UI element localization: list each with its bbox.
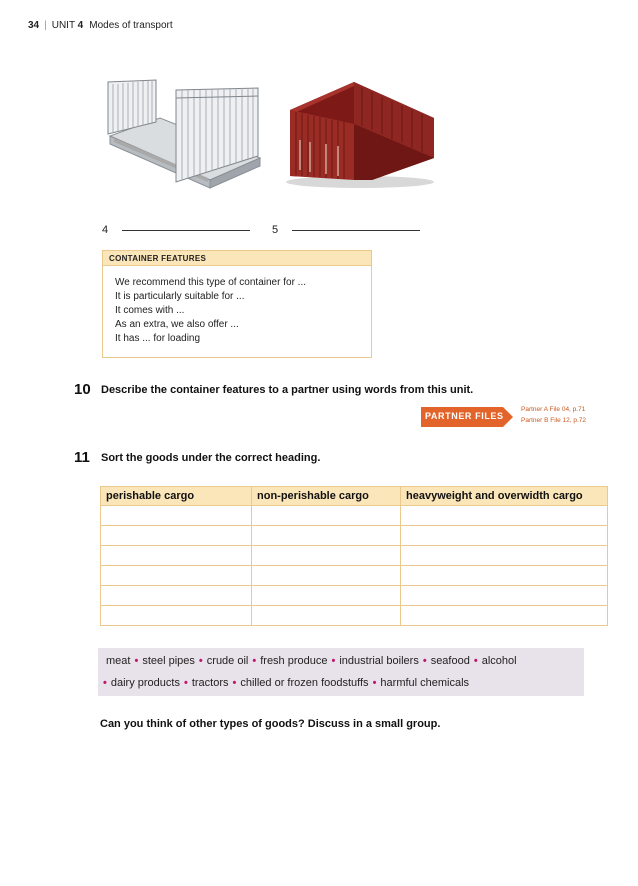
unit-title: Modes of transport	[89, 20, 173, 31]
answer-blank-4: 4	[102, 224, 250, 236]
bullet-icon: •	[232, 677, 237, 689]
page-header	[28, 20, 173, 31]
table-row	[101, 566, 608, 586]
box-container-image	[282, 80, 438, 190]
word-box-line-1	[106, 655, 517, 667]
bullet-icon: •	[183, 677, 188, 689]
table-cell[interactable]	[252, 546, 401, 566]
exercise-10-instruction: Describe the container features to a partner using words from this unit.	[101, 384, 474, 396]
column-header-perishable: perishable cargo	[101, 487, 252, 506]
flat-rack-container-image	[100, 78, 266, 196]
table-cell[interactable]	[401, 506, 608, 526]
sorting-table	[100, 486, 608, 626]
table-row	[101, 506, 608, 526]
exercise-11-number: 11	[74, 449, 90, 466]
bullet-icon: •	[198, 655, 203, 667]
word-item: alcohol	[481, 655, 517, 667]
answer-blank-5: 5	[272, 224, 420, 236]
table-cell[interactable]	[252, 606, 401, 626]
bullet-icon: •	[103, 677, 107, 689]
table-cell[interactable]	[101, 586, 252, 606]
partner-files-label: PARTNER FILES	[425, 411, 504, 421]
word-item: steel pipes	[142, 655, 195, 667]
table-cell[interactable]	[401, 586, 608, 606]
word-item: seafood	[430, 655, 470, 667]
partner-b-reference: Partner B File 12, p.72	[521, 417, 587, 424]
exercise-11-instruction: Sort the goods under the correct heading.	[101, 452, 321, 464]
word-item: industrial boilers	[339, 655, 419, 667]
table-cell[interactable]	[401, 546, 608, 566]
table-row	[101, 586, 608, 606]
table-cell[interactable]	[252, 526, 401, 546]
word-item: dairy products	[110, 677, 180, 689]
word-item: crude oil	[206, 655, 249, 667]
unit-label: UNIT 4	[51, 20, 84, 31]
word-item: chilled or frozen foodstuffs	[240, 677, 369, 689]
table-cell[interactable]	[101, 546, 252, 566]
bullet-icon: •	[252, 655, 257, 667]
features-heading: CONTAINER FEATURES	[103, 251, 371, 266]
table-cell[interactable]	[401, 566, 608, 586]
word-item: fresh produce	[260, 655, 328, 667]
discussion-question: Can you think of other types of goods? Discuss in a small group.	[100, 718, 441, 730]
features-phrase: It is particularly suitable for ...	[115, 291, 245, 302]
table-cell[interactable]	[101, 506, 252, 526]
features-phrase: As an extra, we also offer ...	[115, 319, 239, 330]
table-cell[interactable]	[101, 566, 252, 586]
answer-line	[292, 230, 420, 231]
table-cell[interactable]	[401, 606, 608, 626]
bullet-icon: •	[422, 655, 427, 667]
column-header-heavyweight: heavyweight and overwidth cargo	[401, 487, 608, 506]
bullet-icon: •	[331, 655, 336, 667]
answer-line	[122, 230, 250, 231]
table-cell[interactable]	[252, 586, 401, 606]
bullet-icon: •	[134, 655, 139, 667]
word-item: meat	[106, 655, 131, 667]
bullet-icon: •	[372, 677, 377, 689]
word-item: tractors	[191, 677, 229, 689]
features-phrase: We recommend this type of container for ...	[115, 277, 307, 288]
table-row	[101, 606, 608, 626]
exercise-10-number: 10	[74, 381, 91, 398]
word-box-line-2	[103, 677, 469, 689]
page-number: 34	[28, 20, 40, 31]
bullet-icon: •	[473, 655, 478, 667]
table-cell[interactable]	[252, 506, 401, 526]
table-row	[101, 526, 608, 546]
table-cell[interactable]	[401, 526, 608, 546]
table-cell[interactable]	[101, 526, 252, 546]
container-features-box	[102, 250, 372, 358]
table-cell[interactable]	[101, 606, 252, 626]
header-separator: |	[44, 20, 47, 31]
table-row	[101, 546, 608, 566]
features-phrase: It has ... for loading	[115, 333, 201, 344]
features-phrase: It comes with ...	[115, 305, 185, 316]
column-header-non-perishable: non-perishable cargo	[252, 487, 401, 506]
table-cell[interactable]	[252, 566, 401, 586]
word-item: harmful chemicals	[380, 677, 470, 689]
partner-a-reference: Partner A File 04, p.71	[521, 406, 586, 413]
features-phrase-list	[103, 266, 371, 346]
